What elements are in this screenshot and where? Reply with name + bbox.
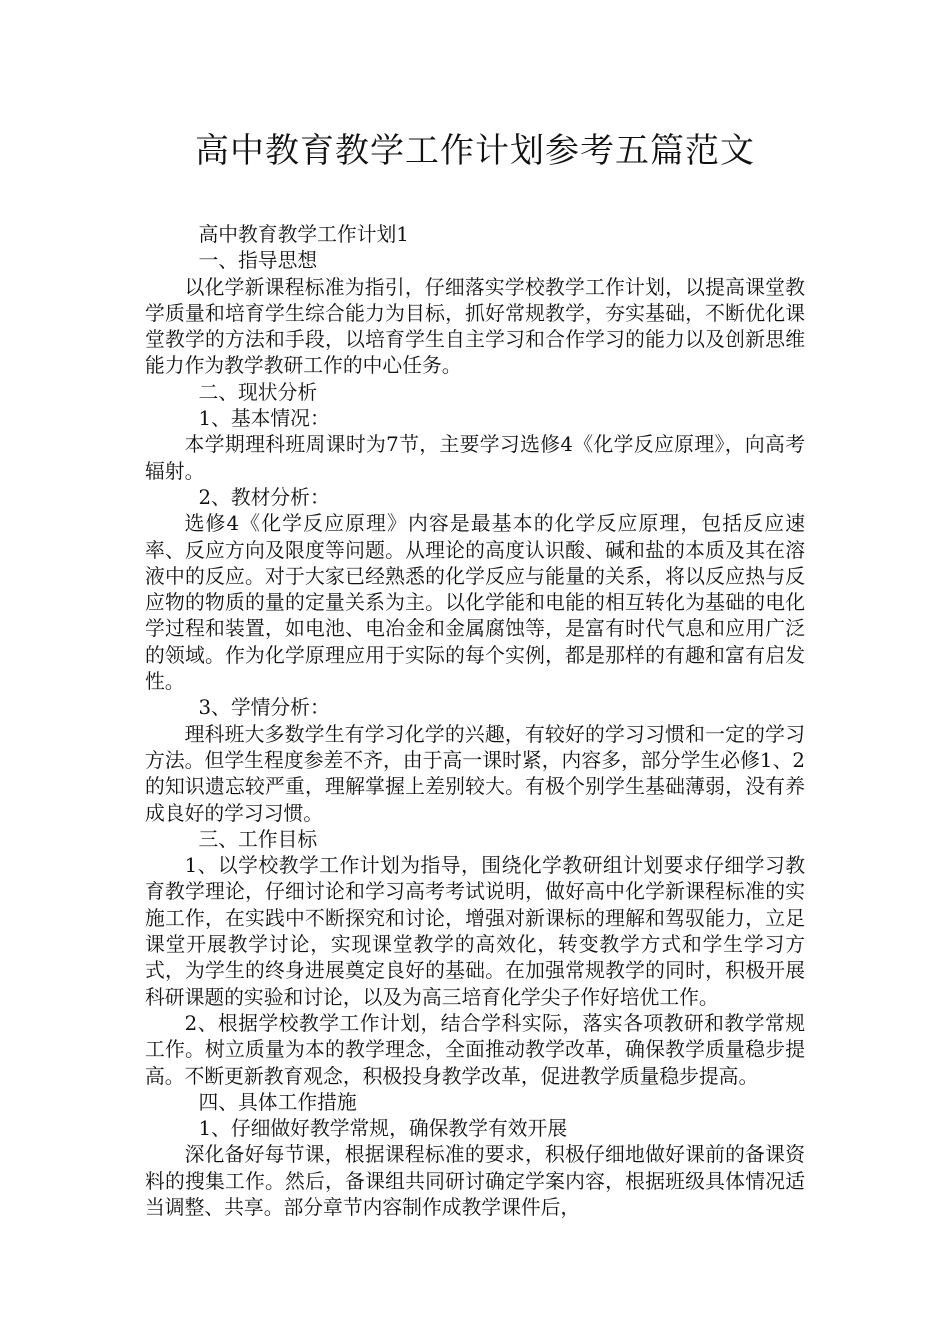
section-heading: 一、指导思想 [198, 249, 318, 273]
body-paragraph: 2、根据学校教学工作计划，结合学科实际，落实各项教研和教学常规工作。树立质量为本的教学理念，全面推动教学改革，确保教学质量稳步提高。不断更新教育观念，积极投身教学改革，促进教学质量稳步提高。 [145, 1011, 805, 1088]
section-heading: 二、现状分析 [198, 380, 318, 404]
body-paragraph: 1、以学校教学工作计划为指导，围绕化学教研组计划要求仔细学习教育教学理论，仔细讨论和学习高考考试说明，做好高中化学新课程标准的实施工作，在实践中不断探究和讨论，增强对新课标的理解和驾驭能力，立足课堂开展教学讨论，实现课堂教学的高效化，转变教学方式和学生学习方式，为学生的终身进展奠定良好的基础。在加强常规教学的同时，积极开展科研课题的实验和讨论，以及为高三培育化学尖子作好培优工作。 [145, 854, 805, 1009]
section-heading: 3、学情分析： [198, 696, 330, 720]
section-heading: 高中教育教学工作计划1 [198, 223, 409, 246]
section-heading: 1、基本情况： [198, 407, 330, 431]
body-paragraph: 理科班大多数学生有学习化学的兴趣，有较好的学习习惯和一定的学习方法。但学生程度参差不齐，由于高一课时紧，内容多，部分学生必修1、2的知识遗忘较严重，理解掌握上差别较大。有极个别学生基础薄弱，没有养成良好的学习习惯。 [145, 722, 805, 825]
document-title: 高中教育教学工作计划参考五篇范文 [195, 131, 755, 171]
body-paragraph: 选修4《化学反应原理》内容是最基本的化学反应原理，包括反应速率、反应方向及限度等问题。从理论的高度认识酸、碱和盐的本质及其在溶液中的反应。对于大家已经熟悉的化学反应与能量的关系，将以反应热与反应物的物质的量的定量关系为主。以化学能和电能的相互转化为基础的电化学过程和装置，如电池、电冶金和金属腐蚀等，是富有时代气息和应用广泛的领域。作为化学原理应用于实际的每个实例，都是那样的有趣和富有启发性。 [145, 512, 805, 694]
body-paragraph: 本学期理科班周课时为7节，主要学习选修4《化学反应原理》，向高考辐射。 [145, 433, 805, 483]
section-heading: 四、具体工作措施 [198, 1090, 357, 1114]
section-heading: 三、工作目标 [198, 827, 318, 851]
body-paragraph: 以化学新课程标准为指引，仔细落实学校教学工作计划，以提高课堂教学质量和培育学生综合能力为目标，抓好常规教学，夯实基础，不断优化课堂教学的方法和手段，以培育学生自主学习和合作学习的能力以及创新思维能力作为教学教研工作的中心任务。 [145, 275, 805, 378]
section-heading: 1、仔细做好教学常规，确保教学有效开展 [198, 1117, 568, 1141]
document-body [145, 222, 805, 1221]
body-paragraph: 深化备好每节课，根据课程标准的要求，积极仔细地做好课前的备课资料的搜集工作。然后，备课组共同研讨确定学案内容，根据班级具体情况适当调整、共享。部分章节内容制作成教学课件后， [145, 1143, 805, 1219]
section-heading: 2、教材分析： [198, 485, 330, 509]
